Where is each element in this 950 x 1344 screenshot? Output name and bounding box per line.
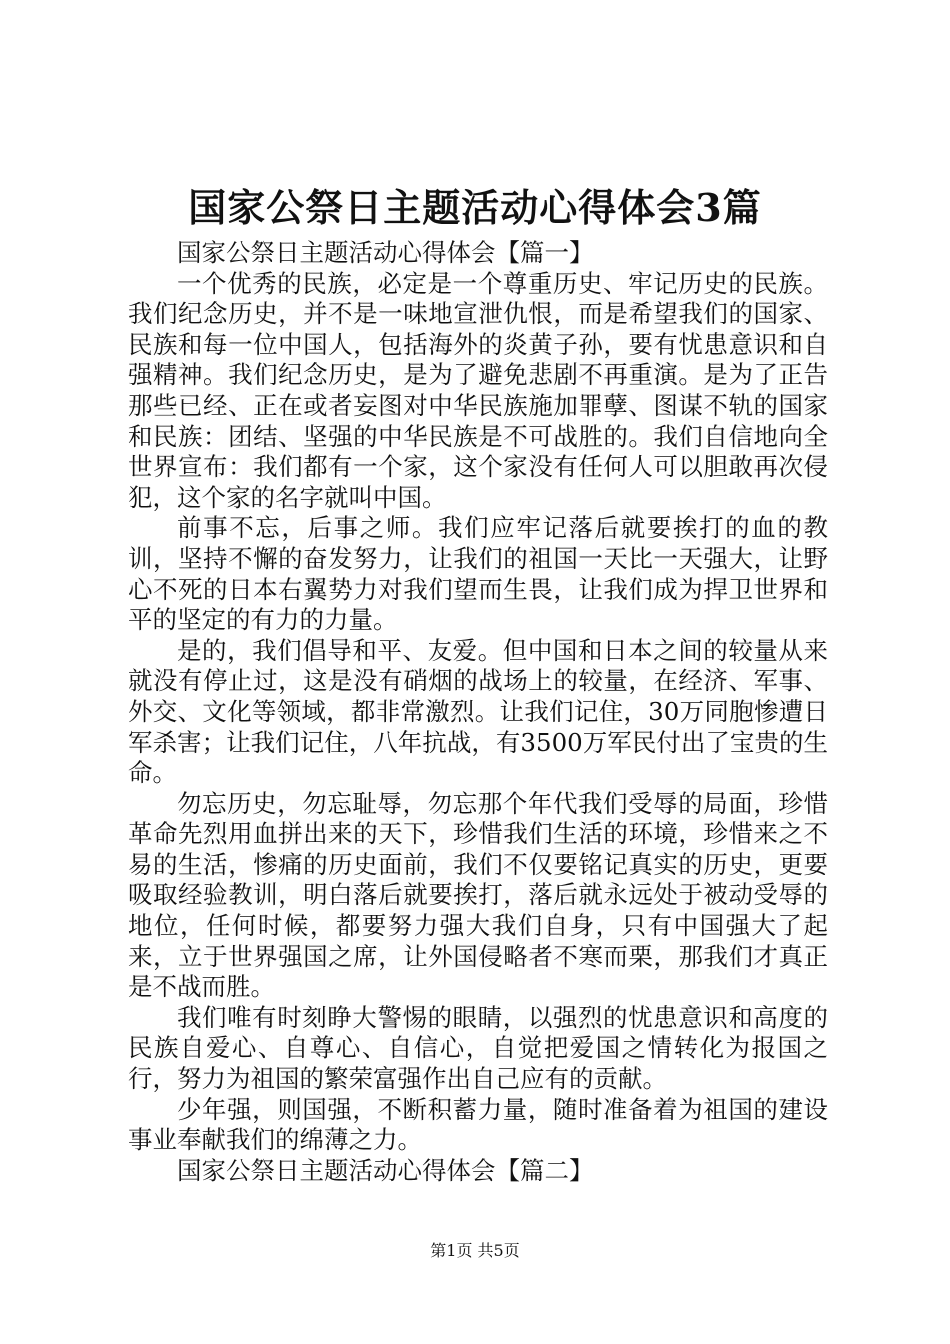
section-heading-1: 国家公祭日主题活动心得体会【篇一】 bbox=[177, 238, 594, 267]
document-body bbox=[128, 238, 828, 1186]
paragraph: 一个优秀的民族，必定是一个尊重历史、牢记历史的民族。我们纪念历史，并不是一味地宣泄仇恨，而是希望我们的国家、民族和每一位中国人，包括海外的炎黄子孙，要有忧患意识和自强精神。我们纪念历史，是为了避免悲剧不再重演。是为了正告那些已经、正在或者妄图对中华民族施加罪孽、图谋不轨的国家和民族：团结、坚强的中华民族是不可战胜的。我们自信地向全世界宣布：我们都有一个家，这个家没有任何人可以胆敢再次侵犯，这个家的名字就叫中国。 bbox=[128, 268, 828, 512]
section-heading-2: 国家公祭日主题活动心得体会【篇二】 bbox=[177, 1155, 594, 1185]
page-footer: 第1页 共5页 bbox=[430, 1241, 520, 1260]
paragraph: 前事不忘，后事之师。我们应牢记落后就要挨打的血的教训，坚持不懈的奋发努力，让我们的祖国一天比一天强大，让野心不死的日本右翼势力对我们望而生畏，让我们成为捍卫世界和平的坚定的有力的力量。 bbox=[128, 513, 828, 635]
paragraph: 少年强，则国强，不断积蓄力量，随时准备着为祖国的建设事业奉献我们的绵薄之力。 bbox=[128, 1094, 828, 1155]
document-title: 国家公祭日主题活动心得体会3篇 bbox=[188, 185, 762, 230]
paragraph: 是的，我们倡导和平、友爱。但中国和日本之间的较量从来就没有停止过，这是没有硝烟的战场上的较量，在经济、军事、外交、文化等领域，都非常激烈。让我们记住，30万同胞惨遭日军杀害；让我们记住，八年抗战，有3500万军民付出了宝贵的生命。 bbox=[128, 635, 828, 788]
paragraph: 勿忘历史，勿忘耻辱，勿忘那个年代我们受辱的局面，珍惜革命先烈用血拼出来的天下，珍惜我们生活的环境，珍惜来之不易的生活，惨痛的历史面前，我们不仅要铭记真实的历史，更要吸取经验教训，明白落后就要挨打，落后就永远处于被动受辱的地位，任何时候，都要努力强大我们自身，只有中国强大了起来，立于世界强国之席，让外国侵略者不寒而栗，那我们才真正是不战而胜。 bbox=[128, 788, 828, 1002]
paragraph: 我们唯有时刻睁大警惕的眼睛，以强烈的忧患意识和高度的民族自爱心、自尊心、自信心，自觉把爱国之情转化为报国之行，努力为祖国的繁荣富强作出自己应有的贡献。 bbox=[128, 1002, 828, 1094]
